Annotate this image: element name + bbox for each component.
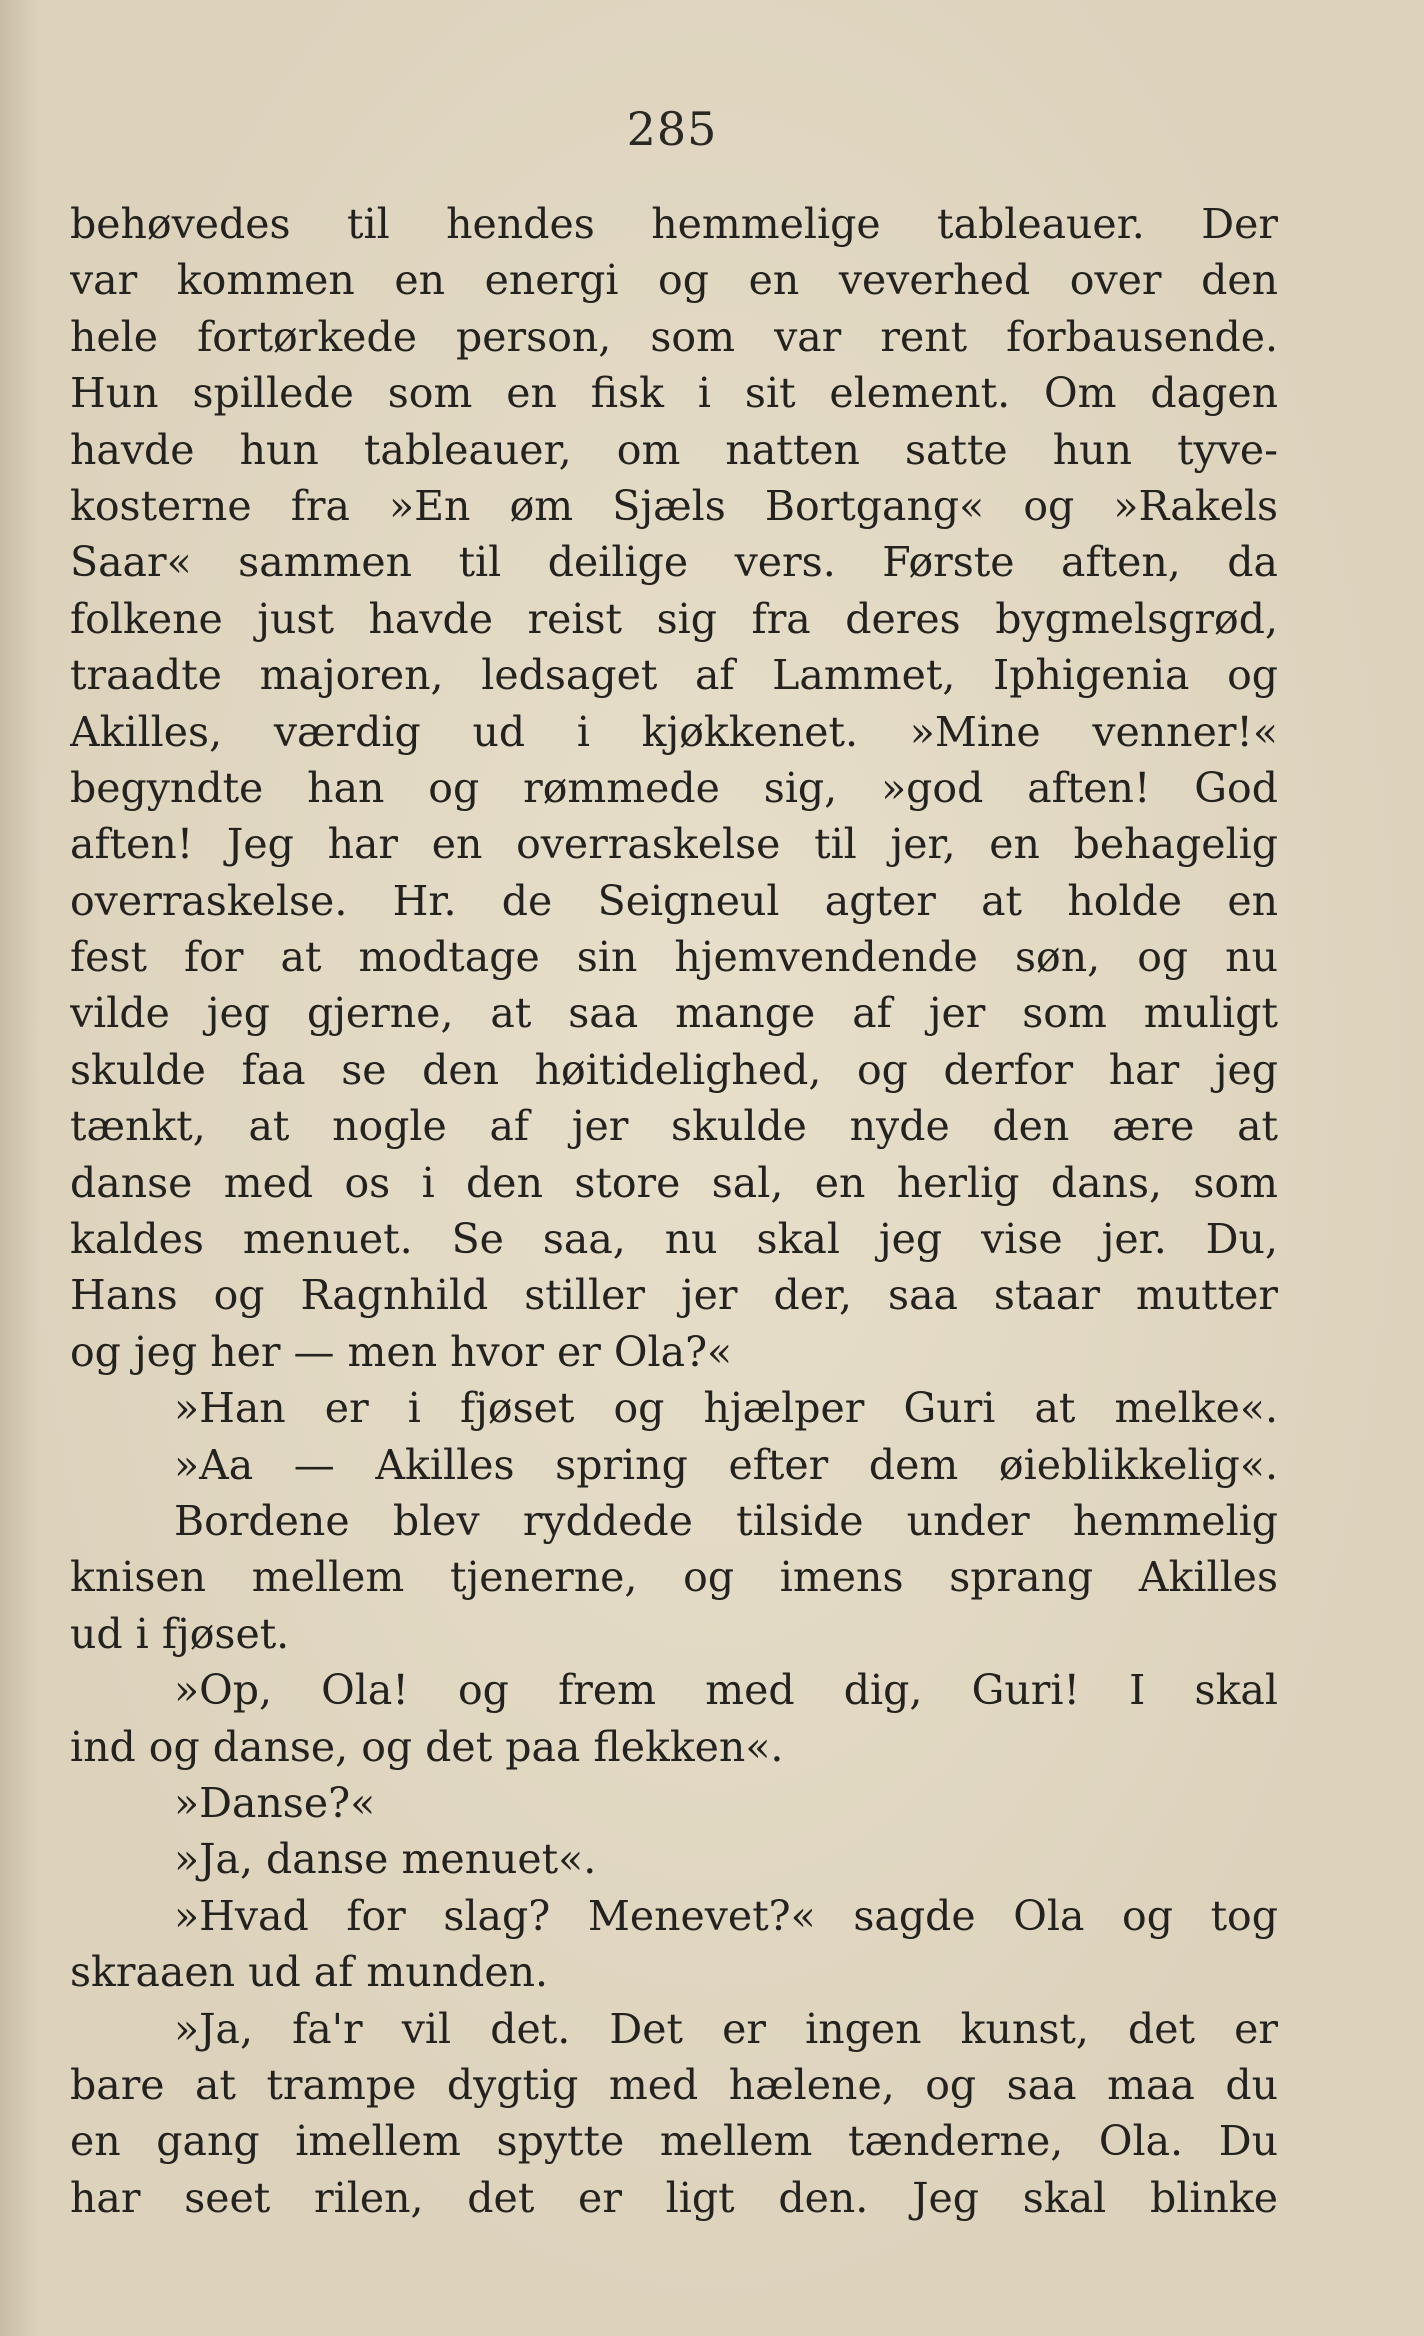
- text-line: Akilles, værdig ud i kjøkkenet. »Mine venner!«: [70, 707, 1278, 756]
- text-line: danse med os i den store sal, en herlig dans, som: [70, 1158, 1278, 1207]
- text-line: kosterne fra »En øm Sjæls Bortgang« og »Rakels: [70, 481, 1278, 530]
- text-line: bare at trampe dygtig med hælene, og saa maa du: [70, 2060, 1278, 2109]
- text-line: vilde jeg gjerne, at saa mange af jer som muligt: [70, 989, 1278, 1038]
- text-line: og jeg her — men hvor er Ola?«: [70, 1327, 733, 1376]
- text-line: skulde faa se den høitidelighed, og derfor har jeg: [70, 1045, 1278, 1094]
- text-line: var kommen en energi og en veverhed over den: [70, 256, 1278, 305]
- text-line: »Danse?«: [174, 1778, 376, 1827]
- text-line: aften! Jeg har en overraskelse til jer, en behagelig: [70, 820, 1278, 869]
- text-line: »Op, Ola! og frem med dig, Guri! I skal: [174, 1666, 1278, 1715]
- text-line: hele fortørkede person, som var rent forbausende.: [70, 312, 1278, 361]
- text-line: overraskelse. Hr. de Seigneul agter at holde en: [70, 876, 1278, 925]
- text-line: traadte majoren, ledsaget af Lammet, Iphigenia og: [70, 651, 1278, 700]
- text-line: »Aa — Akilles spring efter dem øieblikkelig«.: [174, 1440, 1278, 1489]
- text-line: Hans og Ragnhild stiller jer der, saa staar mutter: [70, 1271, 1278, 1320]
- text-line: folkene just havde reist sig fra deres bygmelsgrød,: [70, 594, 1278, 643]
- text-line: kaldes menuet. Se saa, nu skal jeg vise jer. Du,: [70, 1215, 1278, 1264]
- text-line: »Ja, danse menuet«.: [174, 1835, 597, 1884]
- text-line: Saar« sammen til deilige vers. Første aften, da: [70, 538, 1278, 587]
- text-line: ud i fjøset.: [70, 1609, 290, 1658]
- text-line: tænkt, at nogle af jer skulde nyde den ære at: [70, 1102, 1278, 1151]
- text-line: Hun spillede som en fisk i sit element. Om dagen: [70, 369, 1278, 418]
- text-line: fest for at modtage sin hjemvendende søn, og nu: [70, 933, 1278, 982]
- text-line: begyndte han og rømmede sig, »god aften! God: [70, 763, 1278, 812]
- text-line: har seet rilen, det er ligt den. Jeg skal blinke: [70, 2173, 1278, 2222]
- text-line: ind og danse, og det paa flekken«.: [70, 1722, 784, 1771]
- text-line: »Hvad for slag? Menevet?« sagde Ola og tog: [174, 1891, 1278, 1940]
- text-line: knisen mellem tjenerne, og imens sprang Akilles: [70, 1553, 1278, 1602]
- body-text: [70, 196, 1278, 2226]
- page-number: 285: [626, 102, 718, 156]
- text-line: en gang imellem spytte mellem tænderne, Ola. Du: [70, 2117, 1278, 2166]
- text-line: skraaen ud af munden.: [70, 1948, 549, 1997]
- text-line: havde hun tableauer, om natten satte hun tyve-: [70, 425, 1278, 474]
- text-line: »Ja, fa'r vil det. Det er ingen kunst, det er: [174, 2004, 1278, 2053]
- text-line: behøvedes til hendes hemmelige tableauer. Der: [70, 200, 1278, 248]
- text-line: »Han er i fjøset og hjælper Guri at melke«.: [174, 1384, 1278, 1433]
- text-line: Bordene blev ryddede tilside under hemmelig: [174, 1496, 1278, 1545]
